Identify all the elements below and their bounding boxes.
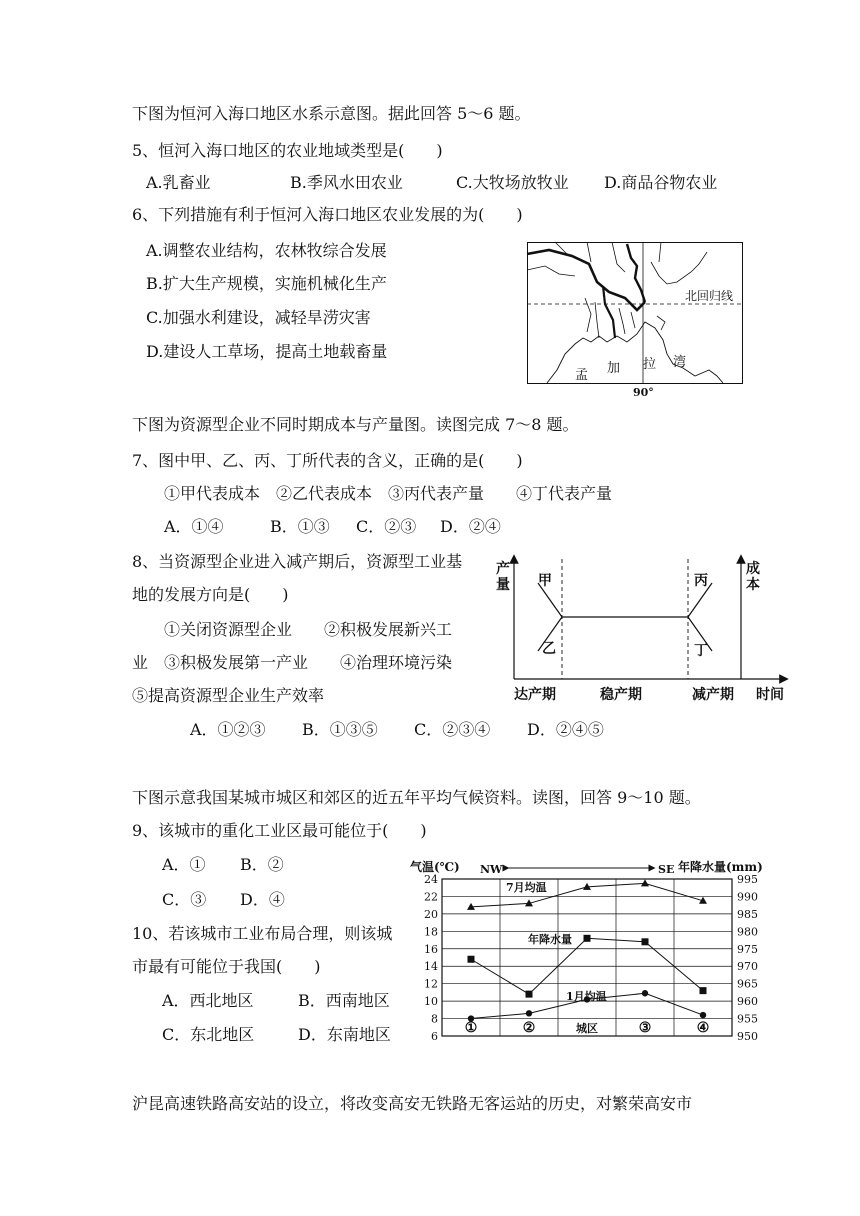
- phase-label-2: 稳产期: [600, 687, 642, 703]
- y-right-char-2: 本: [746, 577, 760, 593]
- y-right-tick-label: 960: [737, 995, 758, 1009]
- y-right-tick-label: 975: [737, 942, 758, 956]
- q8-stem-line4: 业 ③积极发展第一产业 ④治理环境污染: [132, 653, 453, 672]
- meridian-label: 90°: [633, 386, 654, 399]
- footer-text: 沪昆高速铁路高安站的设立，将改变高安无铁路无客运站的历史，对繁荣高安市: [132, 1094, 693, 1113]
- question-7-stem: 7、图中甲、乙、丙、丁所代表的含义，正确的是( ): [132, 451, 523, 470]
- plot-frame: [442, 879, 732, 1036]
- q5-option-a[interactable]: A.乳畜业: [146, 173, 211, 192]
- q7-option-c[interactable]: C．②③: [356, 517, 417, 536]
- category-label: ④: [696, 1020, 710, 1036]
- series-label-jan: 1月均温: [566, 990, 607, 1003]
- q7-statements: ①甲代表成本 ②乙代表成本 ③丙代表产量 ④丁代表产量: [164, 484, 613, 503]
- circle-marker: [526, 1010, 532, 1016]
- bay-char-2: 加: [607, 361, 621, 376]
- square-marker: [526, 991, 533, 998]
- y-right-tick-label: 990: [737, 890, 758, 904]
- y-left-char-2: 量: [496, 577, 510, 593]
- q8-option-c[interactable]: C．②③④: [414, 720, 491, 739]
- y-left-tick-label: 8: [431, 1012, 438, 1026]
- q6-option-a[interactable]: A.调整农业结构，农林牧综合发展: [146, 241, 387, 260]
- direction-nw: NW: [480, 863, 503, 876]
- q6-option-b[interactable]: B.扩大生产规模，实施机械化生产: [146, 274, 387, 293]
- category-label: ③: [638, 1020, 652, 1036]
- direction-se: SE: [658, 863, 675, 876]
- q10-option-c[interactable]: C．东北地区: [162, 1025, 255, 1044]
- y-left-tick-label: 18: [424, 925, 438, 939]
- triangle-marker: [641, 879, 649, 886]
- y-left-tick-label: 22: [424, 890, 438, 904]
- label-yi: 乙: [542, 641, 556, 657]
- q10-option-d[interactable]: D．东南地区: [298, 1025, 391, 1044]
- y-right-tick-label: 950: [737, 1030, 758, 1043]
- label-ding: 丁: [694, 643, 708, 659]
- y-right-title: 年降水量(mm): [678, 860, 763, 874]
- bay-char-3: 拉: [643, 357, 657, 372]
- series-label-precip: 年降水量: [528, 933, 572, 946]
- phase-label-3: 减产期: [692, 687, 734, 703]
- phase-label-1: 达产期: [514, 687, 556, 703]
- square-marker: [584, 935, 591, 942]
- q10-option-a[interactable]: A．西北地区: [162, 991, 254, 1010]
- category-label: ②: [522, 1020, 536, 1036]
- bay-char-4: 湾: [673, 355, 687, 370]
- y-left-tick-label: 10: [424, 995, 438, 1009]
- y-left-tick-label: 24: [424, 873, 438, 886]
- q8-option-b[interactable]: B．①③⑤: [302, 720, 378, 739]
- q5-option-d[interactable]: D.商品谷物农业: [604, 173, 718, 192]
- y-right-char-1: 成: [746, 561, 760, 577]
- q6-option-c[interactable]: C.加强水利建设，减轻旱涝灾害: [146, 308, 371, 327]
- q10-option-b[interactable]: B．西南地区: [298, 991, 390, 1010]
- q8-stem-line3: ①关闭资源型企业 ②积极发展新兴工: [164, 620, 453, 639]
- y-left-tick-label: 16: [424, 942, 438, 956]
- q7-option-b[interactable]: B．①③: [270, 517, 330, 536]
- x-axis-label: 时间: [756, 687, 784, 703]
- climate-chart: [410, 855, 782, 1045]
- category-label: 城区: [576, 1022, 598, 1035]
- y-left-title: 气温(℃): [410, 860, 460, 874]
- question-6-stem: 6、下列措施有利于恒河入海口地区农业发展的为( ): [132, 205, 523, 224]
- q5-option-b[interactable]: B.季风水田农业: [290, 173, 403, 192]
- q8-stem-line5: ⑤提高资源型企业生产效率: [132, 686, 325, 705]
- q7-option-d[interactable]: D．②④: [440, 517, 501, 536]
- square-marker: [700, 987, 707, 994]
- q8-option-a[interactable]: A．①②③: [190, 720, 266, 739]
- q10-stem-line1: 10、若该城市工业布局合理，则该城: [132, 924, 393, 943]
- y-right-tick-label: 985: [737, 907, 758, 921]
- y-left-tick-label: 14: [424, 960, 438, 974]
- tropic-label: 北回归线: [685, 289, 734, 303]
- square-marker: [468, 956, 475, 963]
- intro-text-3: 下图示意我国某城市城区和郊区的近五年平均气候资料。读图，回答 9～10 题。: [132, 788, 701, 807]
- y-right-tick-label: 965: [737, 977, 758, 991]
- question-5-stem: 5、恒河入海口地区的农业地域类型是( ): [132, 141, 443, 160]
- series-label-july: 7月均温: [506, 881, 547, 894]
- q9-option-a[interactable]: A．①: [162, 855, 206, 874]
- y-left-tick-label: 6: [431, 1030, 438, 1043]
- q8-option-d[interactable]: D．②④⑤: [527, 720, 604, 739]
- y-right-tick-label: 980: [737, 925, 758, 939]
- y-right-tick-label: 970: [737, 960, 758, 974]
- question-9-stem: 9、该城市的重化工业区最可能位于( ): [132, 821, 427, 840]
- label-bing: 丙: [694, 573, 708, 589]
- q10-stem-line2: 市最有可能位于我国( ): [132, 957, 321, 976]
- q9-option-c[interactable]: C．③: [162, 890, 207, 909]
- square-marker: [642, 938, 649, 945]
- y-left-tick-label: 12: [424, 977, 438, 991]
- y-left-char-1: 产: [496, 561, 510, 577]
- q5-option-c[interactable]: C.大牧场放牧业: [456, 173, 569, 192]
- q7-option-a[interactable]: A．①④: [164, 517, 224, 536]
- ganges-delta-map: [527, 242, 743, 398]
- q9-option-d[interactable]: D．④: [240, 890, 285, 909]
- q9-option-b[interactable]: B．②: [240, 855, 284, 874]
- intro-text-1: 下图为恒河入海口地区水系示意图。据此回答 5～6 题。: [132, 104, 531, 123]
- intro-text-2: 下图为资源型企业不同时期成本与产量图。读图完成 7～8 题。: [132, 415, 579, 434]
- q8-stem-line1: 8、当资源型企业进入减产期后，资源型工业基: [132, 552, 463, 571]
- q8-stem-line2: 地的发展方向是( ): [132, 585, 289, 604]
- circle-marker: [700, 1012, 706, 1018]
- circle-marker: [642, 990, 648, 996]
- cost-production-diagram: [494, 555, 794, 707]
- label-jia: 甲: [538, 573, 552, 589]
- q6-option-d[interactable]: D.建设人工草场，提高土地载畜量: [146, 342, 388, 361]
- category-label: ①: [464, 1020, 478, 1036]
- bay-char-1: 孟: [575, 368, 589, 383]
- y-left-tick-label: 20: [424, 907, 438, 921]
- y-right-tick-label: 955: [737, 1012, 758, 1026]
- y-right-tick-label: 995: [737, 873, 758, 886]
